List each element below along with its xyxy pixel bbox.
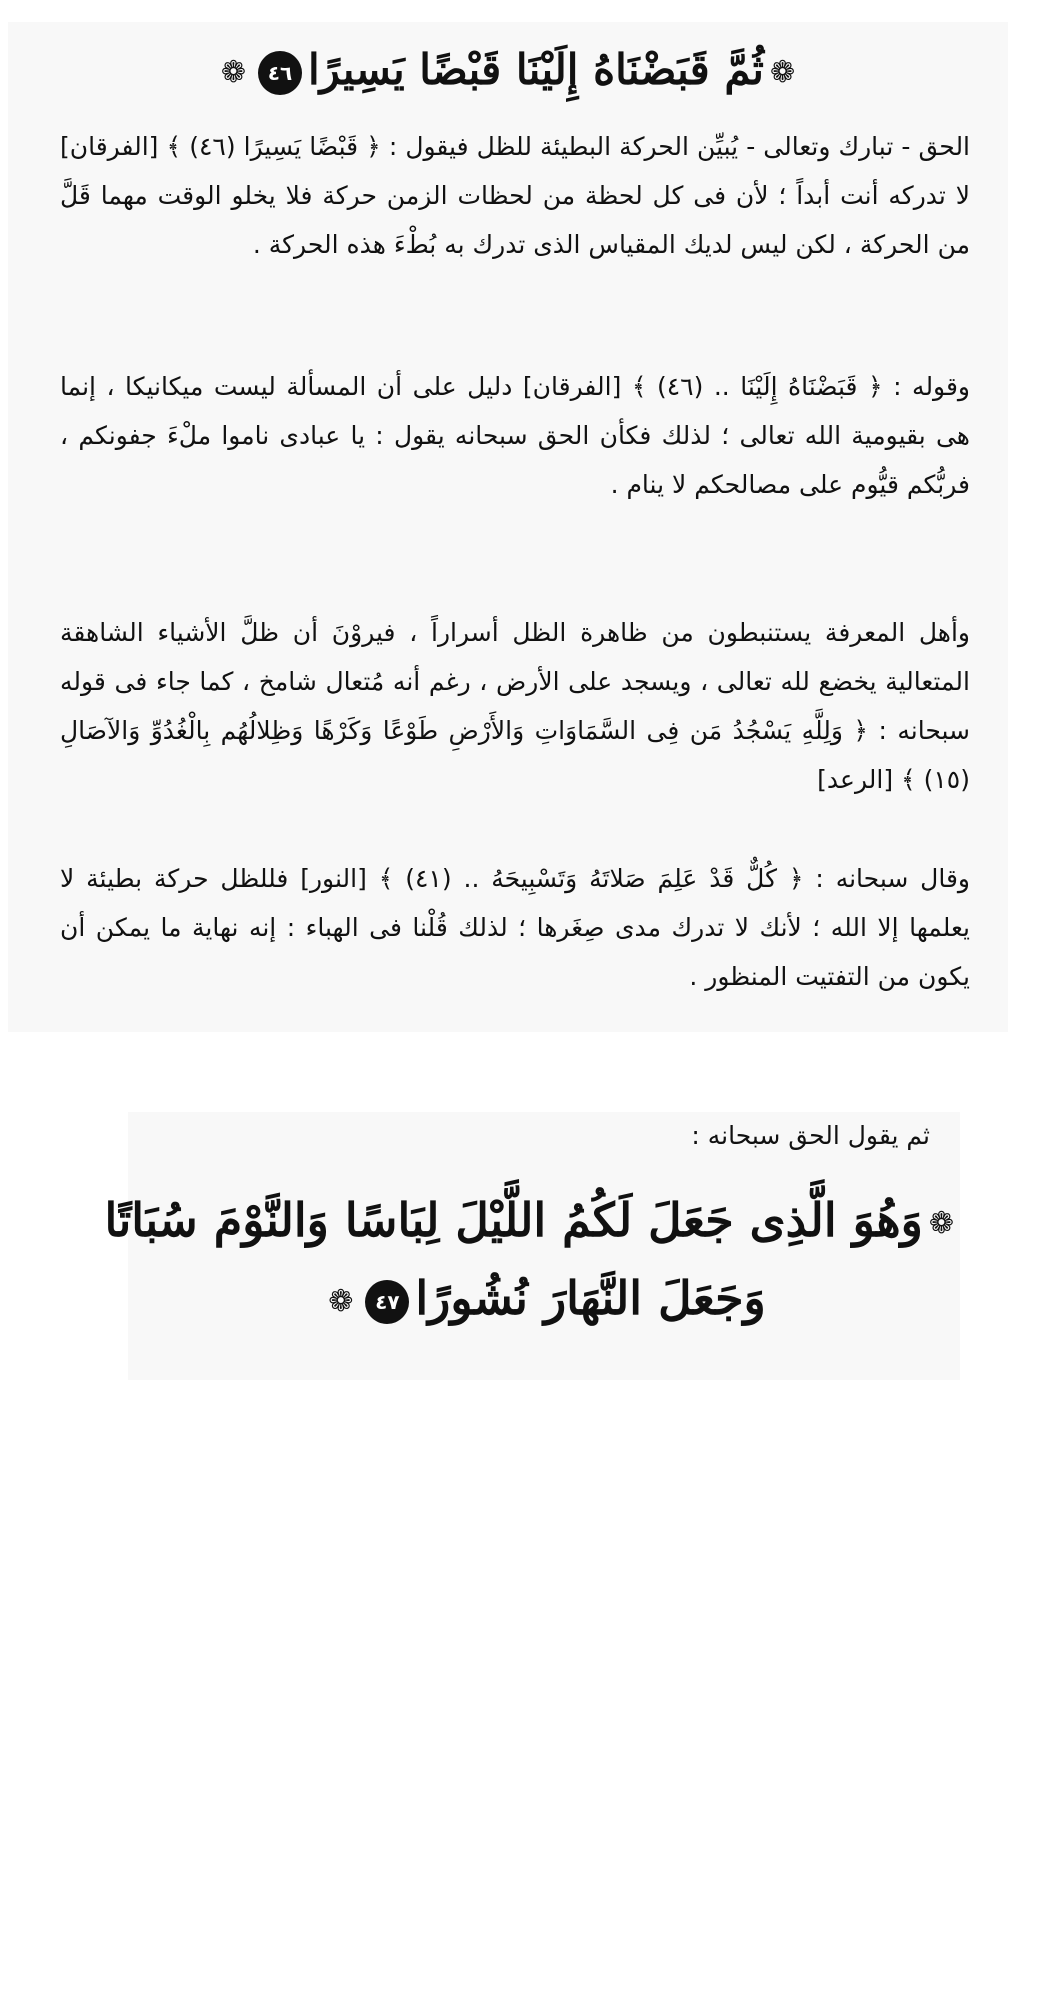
bottom-verse-text-1: وَهُوَ الَّذِى جَعَلَ لَكُمُ اللَّيْلَ لِبَاسًا وَالنَّوْمَ سُبَاتًا — [104, 1193, 923, 1247]
paragraph-1: الحق - تبارك وتعالى - يُبيِّن الحركة البطيئة للظل فيقول : ﴿ قَبْضًا يَسِيرًا (٤٦) ﴾ [الفرقان] لا تدركه أنت أبداً ؛ لأن فى كل لحظة من لحظات الزمن حركة فلا يخلو الوقت مهما قَلَّ من الحركة ، لكن ليس لديك المقياس الذى تدرك به بُطْءَ هذه الحركة . — [60, 132, 971, 259]
verse-close-ornament-icon: ❁ — [220, 55, 246, 90]
intro-line: ثم يقول الحق سبحانه : — [691, 1121, 930, 1150]
verse-open-ornament-icon: ❁ — [928, 1206, 954, 1241]
verse-close-ornament-icon: ❁ — [328, 1284, 354, 1319]
bottom-verse-line-2 — [128, 1262, 960, 1338]
paragraph-4: وقال سبحانه : ﴿ كُلٌّ قَدْ عَلِمَ صَلاتَهُ وَتَسْبِيحَهُ .. (٤١) ﴾ [النور] فللظل حركة بطيئة لا يعلمها إلا الله ؛ لأنك لا تدرك مدى صِغَرها ؛ لذلك قُلْنا فى الهباء : إنه نهاية ما يمكن أن يكون من التفتيت المنظور . — [60, 864, 970, 991]
verse-open-ornament-icon: ❁ — [770, 55, 796, 90]
paragraph-2: وقوله : ﴿ قَبَضْنَاهُ إِلَيْنَا .. (٤٦) ﴾ [الفرقان] دليل على أن المسألة ليست ميكانيكا ، إنما هى بقيومية الله تعالى ؛ لذلك فكأن الحق سبحانه يقول : يا عبادى ناموا ملْءَ جفونكم ، فربُّكم قيُّوم على مصالحكم لا ينام . — [60, 372, 970, 499]
bottom-verse-text-2: وَجَعَلَ النَّهَارَ نُشُورًا — [415, 1271, 766, 1325]
ayah-number-badge: ٤٧ — [365, 1280, 409, 1324]
bottom-verse-line-1 — [104, 1184, 960, 1260]
paragraph-3: وأهل المعرفة يستنبطون من ظاهرة الظل أسراراً ، فيروْنَ أن ظلَّ الأشياء الشاهقة المتعالية يخضع لله تعالى ، ويسجد على الأرض ، رغم أنه مُتعال شامخ ، كما جاء فى قوله سبحانه : ﴿ وَلِلَّهِ يَسْجُدُ مَن فِى السَّمَاوَاتِ وَالأَرْضِ طَوْعًا وَكَرْهًا وَظِلالُهُم بِالْغُدُوِّ وَالآصَالِ (١٥) ﴾ [الرعد] — [60, 618, 970, 794]
top-verse — [8, 40, 1008, 103]
ayah-number-badge: ٤٦ — [258, 51, 302, 95]
top-verse-text: ثُمَّ قَبَضْنَاهُ إِلَيْنَا قَبْضًا يَسِيرًا — [307, 45, 765, 94]
